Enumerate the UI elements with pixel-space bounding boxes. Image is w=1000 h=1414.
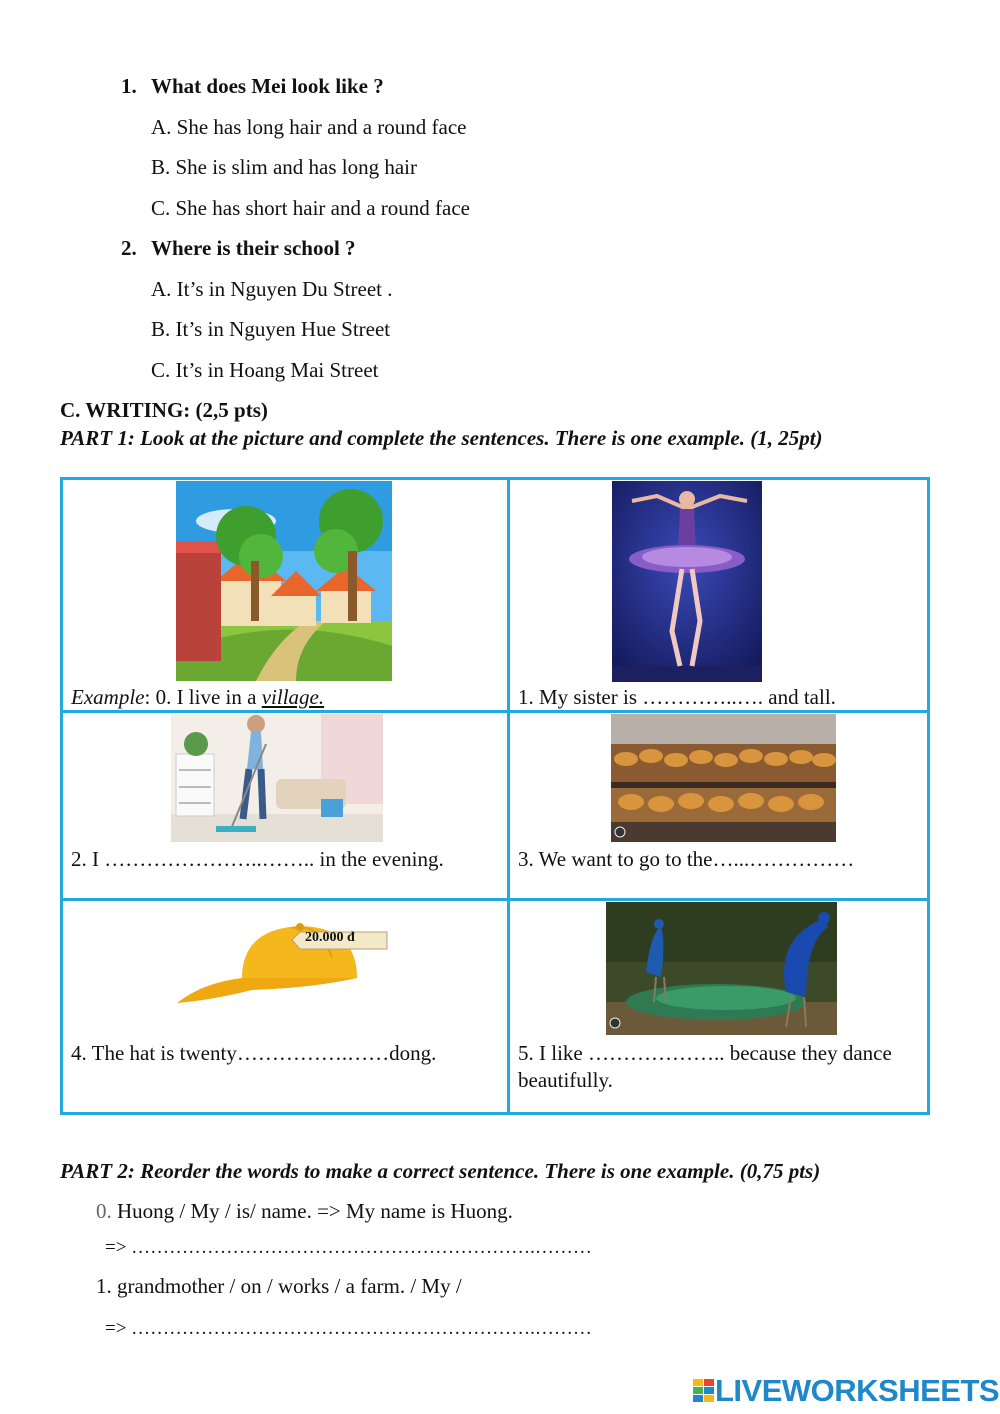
- sentence-3[interactable]: 3. We want to go to the…...……………: [518, 847, 855, 871]
- q1-option-c[interactable]: C. She has short hair and a round face: [151, 196, 470, 220]
- example-answer: village.: [261, 685, 325, 709]
- liveworksheets-logo-icon: [693, 1379, 715, 1403]
- sentence-4[interactable]: 4. The hat is twenty…………….……dong.: [71, 1041, 437, 1065]
- village-picture: [176, 481, 392, 681]
- example-sentence: : 0. I live in a: [144, 685, 262, 709]
- reorder-question-1: 1. grandmother / on / works / a farm. / My /: [96, 1274, 462, 1298]
- part1-instructions: PART 1: Look at the picture and complete the sentences. There is one example. (1, 25pt): [60, 426, 823, 450]
- example-answer-line: => ……………………………………………………….………: [105, 1237, 592, 1258]
- example-text: Huong / My / is/ name. => My name is Huong.: [111, 1199, 513, 1223]
- writing-heading: C. WRITING: (2,5 pts): [60, 398, 268, 422]
- q2-option-a[interactable]: A. It’s in Nguyen Du Street .: [151, 277, 393, 301]
- question-1-text: What does Mei look like ?: [151, 74, 384, 98]
- ballerina-picture: [612, 481, 762, 682]
- example-label: Example: [71, 685, 145, 709]
- grid-divider-row1: [60, 710, 930, 713]
- liveworksheets-logo: [693, 1373, 999, 1409]
- grid-divider-row2: [60, 898, 930, 901]
- q1-option-b[interactable]: B. She is slim and has long hair: [151, 155, 417, 179]
- reorder-example: [96, 1199, 513, 1224]
- logo-text: LIVEWORKSHEETS: [715, 1373, 1000, 1408]
- mopping-picture: [171, 714, 383, 842]
- q2-option-c[interactable]: C. It’s in Hoang Mai Street: [151, 358, 379, 382]
- example-caption: [71, 685, 324, 710]
- sentence-1[interactable]: 1. My sister is …………..…. and tall.: [518, 685, 836, 709]
- question-1-number: 1.: [121, 74, 137, 98]
- grid-divider-vertical: [507, 477, 510, 1115]
- cap-picture: [172, 918, 392, 1010]
- sentence-5[interactable]: 5. I like ……………….. because they dance: [518, 1041, 892, 1065]
- question-2-text: Where is their school ?: [151, 236, 356, 260]
- q2-option-b[interactable]: B. It’s in Nguyen Hue Street: [151, 317, 391, 341]
- sentence-5-continued: beautifully.: [518, 1068, 613, 1092]
- peacock-picture: [606, 902, 837, 1035]
- q1-option-a[interactable]: A. She has long hair and a round face: [151, 115, 467, 139]
- sentence-2[interactable]: 2. I …………………..…….. in the evening.: [71, 847, 444, 871]
- bakery-picture: [611, 714, 836, 842]
- question-2-number: 2.: [121, 236, 137, 260]
- answer-line-1[interactable]: => ……………………………………………………….………: [105, 1318, 592, 1339]
- part2-instructions: PART 2: Reorder the words to make a correct sentence. There is one example. (0,75 pts): [60, 1159, 821, 1183]
- price-tag: 20.000 đ: [305, 930, 355, 945]
- example-number: 0.: [96, 1199, 112, 1223]
